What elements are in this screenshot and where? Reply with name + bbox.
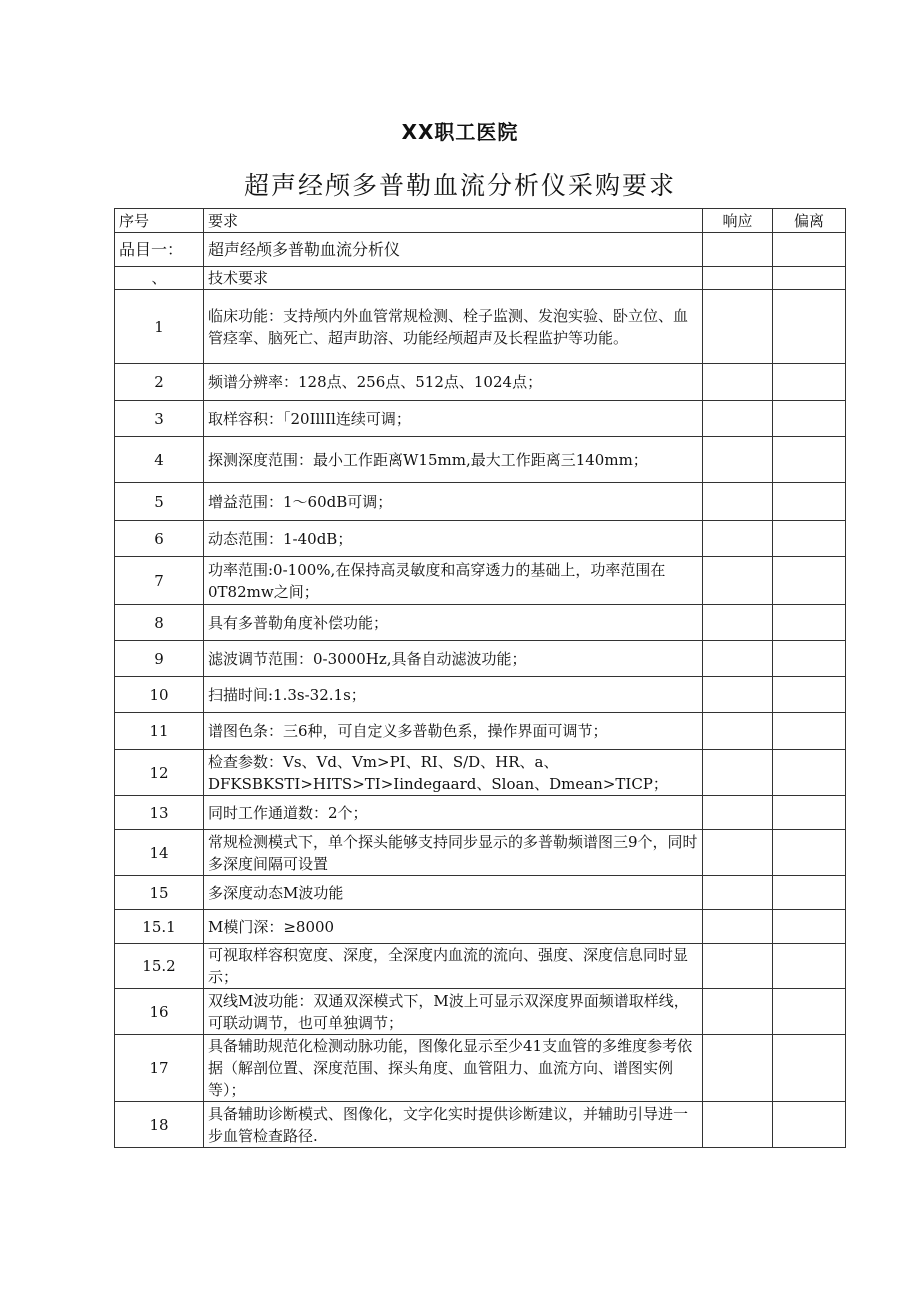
deviation-cell	[773, 876, 846, 910]
table-row	[115, 521, 846, 557]
row-requirement: 扫描时间:1.3s-32.1s；	[204, 677, 703, 713]
row-requirement: 多深度动态M波功能	[204, 876, 703, 910]
deviation-cell	[773, 521, 846, 557]
response-cell	[703, 1035, 773, 1102]
header-requirement: 要求	[204, 209, 703, 233]
table-row	[115, 989, 846, 1035]
deviation-cell	[773, 290, 846, 364]
table-row	[115, 483, 846, 521]
deviation-cell	[773, 557, 846, 605]
row-number: 5	[115, 483, 204, 521]
table-row	[115, 605, 846, 641]
table-row	[115, 437, 846, 483]
deviation-cell	[773, 713, 846, 750]
deviation-cell	[773, 1102, 846, 1148]
deviation-cell	[773, 677, 846, 713]
response-cell	[703, 750, 773, 796]
row-number: 15.1	[115, 910, 204, 944]
row-requirement: 功率范围:0-100%,在保持高灵敏度和高穿透力的基础上，功率范围在0T82mw之间；	[204, 557, 703, 605]
table-row	[115, 401, 846, 437]
response-cell	[703, 233, 773, 267]
row-number: 2	[115, 364, 204, 401]
row-requirement: 频谱分辨率：128点、256点、512点、1024点；	[204, 364, 703, 401]
deviation-cell	[773, 1035, 846, 1102]
section-item-name: 超声经颅多普勒血流分析仪	[204, 233, 703, 267]
table-row	[115, 876, 846, 910]
row-number: 15.2	[115, 944, 204, 989]
row-requirement: 临床功能：支持颅内外血管常规检测、栓子监测、发泡实验、卧立位、血管痉挛、脑死亡、超声助溶、功能经颅超声及长程监护等功能。	[204, 290, 703, 364]
table-row	[115, 641, 846, 677]
row-number: 4	[115, 437, 204, 483]
row-number: 18	[115, 1102, 204, 1148]
table-row	[115, 944, 846, 989]
deviation-cell	[773, 483, 846, 521]
response-cell	[703, 677, 773, 713]
deviation-cell	[773, 830, 846, 876]
row-number: 11	[115, 713, 204, 750]
table-row	[115, 677, 846, 713]
response-cell	[703, 641, 773, 677]
row-number: 12	[115, 750, 204, 796]
requirements-table	[114, 208, 846, 1148]
deviation-cell	[773, 233, 846, 267]
row-requirement: 取样容积：「20IllIl连续可调；	[204, 401, 703, 437]
table-row	[115, 713, 846, 750]
deviation-cell	[773, 641, 846, 677]
table-row	[115, 364, 846, 401]
response-cell	[703, 796, 773, 830]
row-number: 9	[115, 641, 204, 677]
row-requirement: 具有多普勒角度补偿功能；	[204, 605, 703, 641]
deviation-cell	[773, 437, 846, 483]
response-cell	[703, 713, 773, 750]
table-row	[115, 830, 846, 876]
response-cell	[703, 557, 773, 605]
row-number: 15	[115, 876, 204, 910]
row-requirement: 常规检测模式下，单个探头能够支持同步显示的多普勒频谱图三9个，同时多深度间隔可设置	[204, 830, 703, 876]
table-row	[115, 1035, 846, 1102]
row-number: 3	[115, 401, 204, 437]
row-number: 13	[115, 796, 204, 830]
header-response: 响应	[703, 209, 773, 233]
header-deviation: 偏离	[773, 209, 846, 233]
document-title: 超声经颅多普勒血流分析仪采购要求	[243, 171, 676, 200]
row-requirement: M模门深：≥8000	[204, 910, 703, 944]
table-row	[115, 910, 846, 944]
table-row	[115, 1102, 846, 1148]
response-cell	[703, 876, 773, 910]
row-requirement: 谱图色条：三6种，可自定义多普勒色系，操作界面可调节；	[204, 713, 703, 750]
row-number: 1	[115, 290, 204, 364]
response-cell	[703, 605, 773, 641]
response-cell	[703, 1102, 773, 1148]
row-requirement: 滤波调节范围：0-3000Hz,具备自动滤波功能；	[204, 641, 703, 677]
deviation-cell	[773, 401, 846, 437]
header-no: 序号	[115, 209, 204, 233]
section-tech-name: 技术要求	[204, 267, 703, 290]
section-tech-row	[115, 267, 846, 290]
table-row	[115, 796, 846, 830]
row-number: 10	[115, 677, 204, 713]
table-row	[115, 290, 846, 364]
table-row	[115, 750, 846, 796]
row-number: 17	[115, 1035, 204, 1102]
response-cell	[703, 910, 773, 944]
row-number: 16	[115, 989, 204, 1035]
row-requirement: 双线M波功能：双通双深模式下，M波上可显示双深度界面频谱取样线，可联动调节，也可单独调节；	[204, 989, 703, 1035]
response-cell	[703, 290, 773, 364]
row-number: 14	[115, 830, 204, 876]
table-row	[115, 557, 846, 605]
response-cell	[703, 944, 773, 989]
response-cell	[703, 401, 773, 437]
section-tech-label: 、	[115, 267, 204, 290]
row-number: 6	[115, 521, 204, 557]
response-cell	[703, 521, 773, 557]
row-number: 8	[115, 605, 204, 641]
response-cell	[703, 267, 773, 290]
row-requirement: 可视取样容积宽度、深度，全深度内血流的流向、强度、深度信息同时显示；	[204, 944, 703, 989]
table-header-row	[115, 209, 846, 233]
row-requirement: 同时工作通道数：2个；	[204, 796, 703, 830]
row-requirement: 具备辅助规范化检测动脉功能，图像化显示至少41支血管的多维度参考依据（解剖位置、深度范围、探头角度、血管阻力、血流方向、谱图实例等）；	[204, 1035, 703, 1102]
row-requirement: 具备辅助诊断模式、图像化，文字化实时提供诊断建议，并辅助引导进一步血管检查路径.	[204, 1102, 703, 1148]
row-requirement: 增益范围：1～60dB可调；	[204, 483, 703, 521]
response-cell	[703, 989, 773, 1035]
section-item-row	[115, 233, 846, 267]
deviation-cell	[773, 944, 846, 989]
response-cell	[703, 483, 773, 521]
row-requirement: 探测深度范围：最小工作距离W15mm,最大工作距离三140mm；	[204, 437, 703, 483]
row-number: 7	[115, 557, 204, 605]
deviation-cell	[773, 750, 846, 796]
deviation-cell	[773, 267, 846, 290]
section-item-label: 品目一：	[115, 233, 204, 267]
deviation-cell	[773, 910, 846, 944]
deviation-cell	[773, 605, 846, 641]
response-cell	[703, 830, 773, 876]
hospital-name: XX职工医院	[401, 120, 519, 144]
response-cell	[703, 364, 773, 401]
row-requirement: 检查参数：Vs、Vd、Vm>PI、RI、S/D、HR、a、DFKSBKSTI>HITS>TI>Iindegaard、Sloan、Dmean>TICP；	[204, 750, 703, 796]
deviation-cell	[773, 364, 846, 401]
deviation-cell	[773, 989, 846, 1035]
response-cell	[703, 437, 773, 483]
deviation-cell	[773, 796, 846, 830]
row-requirement: 动态范围：1-40dB；	[204, 521, 703, 557]
